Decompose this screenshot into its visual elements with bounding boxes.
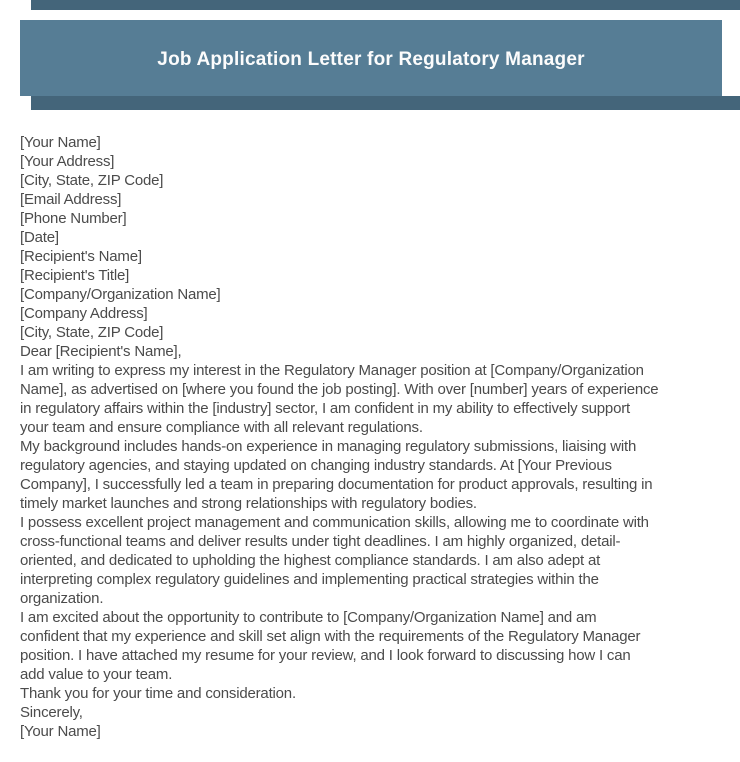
letter-line: regulatory agencies, and staying updated on changing industry standards. At [Your Previous (20, 457, 612, 474)
bottom-accent-bar (31, 96, 740, 110)
letter-line: timely market launches and strong relationships with regulatory bodies. (20, 495, 477, 512)
letter-line: interpreting complex regulatory guidelines and implementing practical strategies within the (20, 571, 599, 588)
letter-line: Company], I successfully led a team in preparing documentation for product approvals, resulting in (20, 476, 653, 493)
letter-line: your team and ensure compliance with all relevant regulations. (20, 419, 423, 436)
title-banner (20, 20, 722, 96)
page-title: Job Application Letter for Regulatory Manager (157, 49, 585, 70)
letter-line: add value to your team. (20, 666, 173, 683)
letter-line: [Your Name] (20, 134, 101, 151)
letter-line: My background includes hands-on experience in managing regulatory submissions, liaising with (20, 438, 637, 455)
letter-line: in regulatory affairs within the [industry] sector, I am confident in my ability to effectively support (20, 400, 630, 417)
letter-line: I possess excellent project management and communication skills, allowing me to coordinate with (20, 514, 649, 531)
top-accent-bar (31, 0, 740, 10)
letter-line: [City, State, ZIP Code] (20, 172, 164, 189)
letter-line: I am writing to express my interest in the Regulatory Manager position at [Company/Organization (20, 362, 644, 379)
letter-line: oriented, and dedicated to upholding the highest compliance standards. I am also adept at (20, 552, 601, 569)
letter-line: confident that my experience and skill set align with the requirements of the Regulatory Manager (20, 628, 641, 645)
letter-line: [Your Name] (20, 723, 101, 740)
letter-body (20, 133, 726, 741)
letter-line: [Company Address] (20, 305, 148, 322)
letter-line: [Date] (20, 229, 59, 246)
letter-line: position. I have attached my resume for your review, and I look forward to discussing how I can (20, 647, 631, 664)
letter-line: Thank you for your time and consideration. (20, 685, 296, 702)
letter-line: cross-functional teams and deliver results under tight deadlines. I am highly organized, detail- (20, 533, 621, 550)
letter-line: Dear [Recipient's Name], (20, 343, 182, 360)
letter-line: I am excited about the opportunity to contribute to [Company/Organization Name] and am (20, 609, 597, 626)
letter-line: [Email Address] (20, 191, 122, 208)
letter-line: [Your Address] (20, 153, 115, 170)
letter-line: [Company/Organization Name] (20, 286, 221, 303)
letter-line: organization. (20, 590, 104, 607)
letter-line: [Recipient's Title] (20, 267, 130, 284)
letter-line: Sincerely, (20, 704, 83, 721)
letter-line: [City, State, ZIP Code] (20, 324, 164, 341)
letter-line: [Recipient's Name] (20, 248, 142, 265)
letter-line: [Phone Number] (20, 210, 127, 227)
letter-line: Name], as advertised on [where you found the job posting]. With over [number] years of experience (20, 381, 659, 398)
